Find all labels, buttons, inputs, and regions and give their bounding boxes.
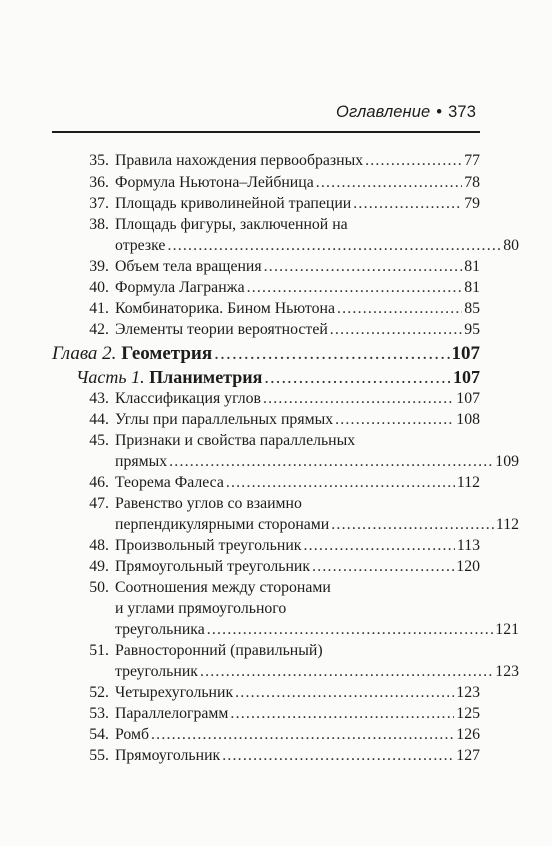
dot-leader <box>151 724 454 745</box>
dot-leader <box>200 661 493 682</box>
toc-entry-continuation[interactable] <box>76 451 519 472</box>
entry-title-continued: треугольник <box>115 663 198 680</box>
entry-number: 35. <box>89 152 109 169</box>
toc-entry[interactable] <box>76 556 480 577</box>
dot-leader <box>303 535 454 556</box>
entry-number: 55. <box>89 747 109 764</box>
entry-number: 49. <box>89 558 109 575</box>
entry-title: Прямоугольный треугольник <box>115 558 311 575</box>
entry-page: 113 <box>456 537 480 554</box>
entry-page: 81 <box>464 279 480 296</box>
toc-chapter[interactable] <box>52 342 480 366</box>
dot-leader <box>214 342 449 366</box>
entry-page: 78 <box>464 174 480 191</box>
dot-leader <box>264 256 463 277</box>
toc-entry[interactable] <box>76 703 480 724</box>
entry-title: Соотношения между сторонами <box>115 579 331 596</box>
toc-entry[interactable] <box>76 745 480 766</box>
chapter-label: Глава 2. <box>52 343 117 364</box>
dot-leader <box>222 745 454 766</box>
dot-leader <box>230 703 454 724</box>
dot-leader <box>169 451 493 472</box>
entry-title: Классификация углов <box>115 390 261 407</box>
toc-entry-continuation[interactable] <box>76 514 519 535</box>
toc-entry[interactable] <box>76 298 480 319</box>
toc-entry[interactable] <box>76 172 480 193</box>
entry-number: 41. <box>89 300 109 317</box>
entry-page: 126 <box>456 726 480 743</box>
toc-part[interactable] <box>76 366 480 388</box>
entry-number: 44. <box>89 411 109 428</box>
entry-title: Прямоугольник <box>115 747 221 764</box>
entry-page: 95 <box>464 321 480 338</box>
dot-leader <box>235 682 454 703</box>
entry-title-continued: перпендикулярными сторонами <box>115 516 330 533</box>
entry-page: 81 <box>464 258 480 275</box>
dot-leader <box>330 319 462 340</box>
dot-leader <box>353 193 462 214</box>
toc-entry[interactable] <box>76 193 480 214</box>
entry-number: 52. <box>89 684 109 701</box>
entry-page: 79 <box>464 195 480 212</box>
dot-leader <box>337 298 462 319</box>
toc-entry[interactable] <box>76 277 480 298</box>
toc-entry[interactable] <box>76 472 480 493</box>
toc-entry[interactable] <box>76 535 480 556</box>
entry-title-continued: отрезке <box>115 237 166 254</box>
entry-title: Формула Ньютона–Лейбница <box>115 174 314 191</box>
entry-title: Четырехугольник <box>115 684 234 701</box>
toc-entry[interactable] <box>76 409 480 430</box>
entry-number: 54. <box>89 726 109 743</box>
page-number: 373 <box>448 103 476 121</box>
entry-title: Произвольный треугольник <box>115 537 302 554</box>
entry-page: 77 <box>464 152 480 169</box>
entry-page: 80 <box>503 237 519 254</box>
entry-title: Площадь фигуры, заключенной на <box>115 216 348 233</box>
entry-number: 40. <box>89 279 109 296</box>
entry-title-continued: прямых <box>115 453 168 470</box>
entry-page: 120 <box>456 558 480 575</box>
entry-page: 123 <box>456 684 480 701</box>
entry-page: 121 <box>495 621 519 638</box>
header-rule <box>52 131 480 133</box>
entry-number: 42. <box>89 321 109 338</box>
toc-entry[interactable] <box>76 319 480 340</box>
part-title: Планиметрия <box>149 367 263 387</box>
entry-title: Объем тела вращения <box>115 258 262 275</box>
toc-entry[interactable] <box>76 577 480 598</box>
entry-number: 45. <box>89 432 109 449</box>
entry-number: 38. <box>89 216 109 233</box>
entry-title-continued: треугольника <box>115 621 205 638</box>
toc-entry[interactable] <box>76 430 480 451</box>
dot-leader <box>263 388 454 409</box>
entry-number: 50. <box>89 579 109 596</box>
dot-leader <box>247 277 463 298</box>
toc-entry[interactable] <box>76 388 480 409</box>
entry-page: 127 <box>456 747 480 764</box>
toc-entry-continuation[interactable] <box>76 661 519 682</box>
dot-leader <box>264 366 451 388</box>
toc-entry[interactable] <box>76 640 480 661</box>
entry-page: 108 <box>456 411 480 428</box>
entry-page: 125 <box>456 705 480 722</box>
entry-number: 51. <box>89 642 109 659</box>
entry-title: Равносторонний (правильный) <box>115 642 323 659</box>
dot-leader <box>335 409 454 430</box>
toc-entry[interactable] <box>76 256 480 277</box>
toc-entry-continuation[interactable] <box>76 619 519 640</box>
section-title: Оглавление <box>336 103 431 121</box>
dot-leader <box>331 514 494 535</box>
entry-number: 43. <box>89 390 109 407</box>
entry-page: 123 <box>495 663 519 680</box>
entry-number: 53. <box>89 705 109 722</box>
entry-page: 112 <box>495 516 519 533</box>
running-header <box>0 103 476 122</box>
entry-number: 47. <box>89 495 109 512</box>
entry-number: 39. <box>89 258 109 275</box>
toc-entry[interactable] <box>76 493 480 514</box>
toc-entry[interactable] <box>76 724 480 745</box>
dot-leader <box>167 235 501 256</box>
dot-leader <box>226 472 455 493</box>
dot-leader <box>207 619 494 640</box>
entry-title: Параллелограмм <box>115 705 229 722</box>
chapter-page: 107 <box>451 343 480 364</box>
entry-title: Формула Лагранжа <box>115 279 245 296</box>
entry-title: Площадь криволинейной трапеции <box>115 195 352 212</box>
entry-title: Правила нахождения первообразных <box>115 152 364 169</box>
entry-title: Равенство углов со взаимно <box>115 495 302 512</box>
header-bullet: • <box>436 103 443 121</box>
toc-entry[interactable] <box>76 214 480 235</box>
entry-title-continued: и углами прямоугольного <box>115 600 287 617</box>
entry-title: Ромб <box>115 726 150 743</box>
chapter-title: Геометрия <box>121 343 213 364</box>
entry-number: 37. <box>89 195 109 212</box>
toc-entry-continuation[interactable] <box>76 235 519 256</box>
entry-title: Углы при параллельных прямых <box>115 411 334 428</box>
entry-title: Комбинаторика. Бином Ньютона <box>115 300 335 317</box>
entry-title: Элементы теории вероятностей <box>115 321 328 338</box>
toc-entry[interactable] <box>76 682 480 703</box>
dot-leader <box>312 556 454 577</box>
dot-leader <box>365 150 462 171</box>
entry-title: Теорема Фалеса <box>115 474 224 491</box>
entry-title: Признаки и свойства параллельных <box>115 432 356 449</box>
part-label: Часть 1. <box>76 367 145 387</box>
toc-entry[interactable] <box>76 150 480 171</box>
entry-number: 46. <box>89 474 109 491</box>
toc-entry-continuation[interactable] <box>76 598 480 619</box>
entry-number: 48. <box>89 537 109 554</box>
entry-page: 109 <box>495 453 519 470</box>
entry-page: 112 <box>456 474 480 491</box>
entry-number: 36. <box>89 174 109 191</box>
part-page: 107 <box>453 367 480 387</box>
dot-leader <box>316 172 462 193</box>
entry-page: 107 <box>456 390 480 407</box>
entry-page: 85 <box>464 300 480 317</box>
